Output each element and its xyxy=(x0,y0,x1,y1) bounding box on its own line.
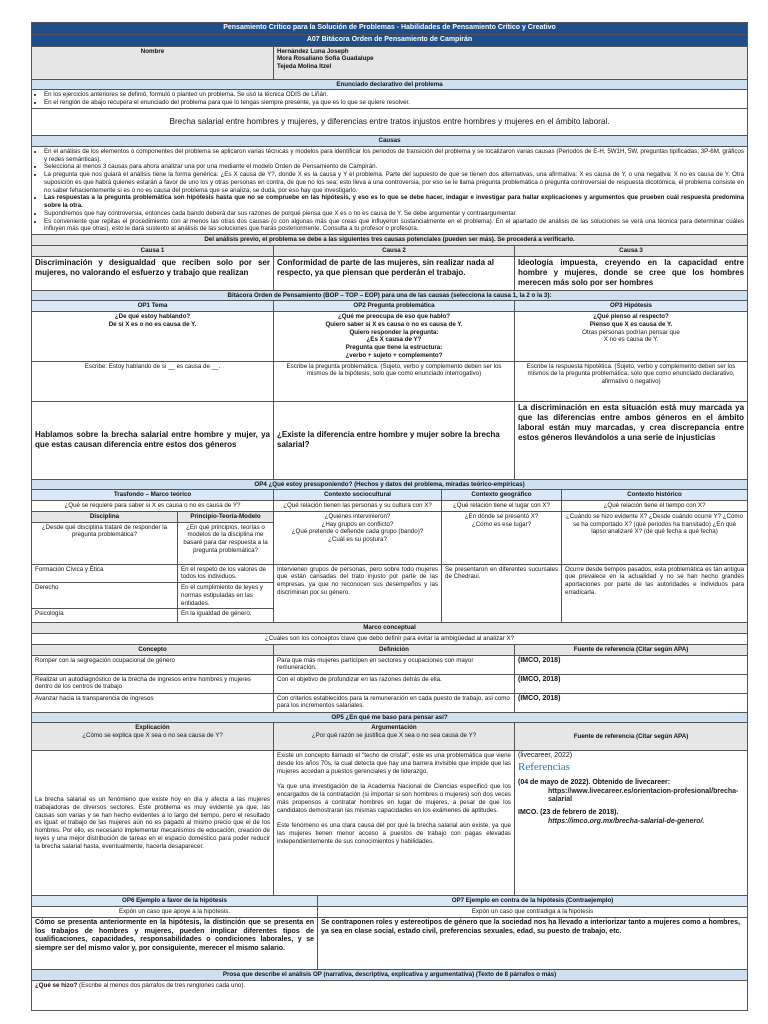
principio-3: En la igualdad de género. xyxy=(178,609,274,623)
op1-answer: Hablamos sobre la brecha salarial entre hombre y mujer, ya que estas causan diferencia entre estos dos géneros xyxy=(32,401,274,479)
marco-row-1-fuente: (IMCO, 2018) xyxy=(515,655,748,674)
ctx-sociocultural-q: ¿Qué relación tienen las personas y su cultura con X? xyxy=(274,501,442,512)
member-2: Mora Rosaliano Sofía Guadalupe xyxy=(277,55,374,63)
disciplina-1: Formación Cívica y Ética xyxy=(32,564,178,583)
enunciado-instructions xyxy=(32,90,748,109)
soc-q1: ¿Quiénes intervinieron? xyxy=(324,512,391,520)
op3-line-2: Pienso que X es causa de Y. xyxy=(589,320,673,328)
op7-text: Se contraponen roles y estereotipos de género que la sociedad nos ha llevado a interiorizar tanto a mujeres como a hombres, ya sea en clase social, estado civil, preferencias sexuales, edad, su puesto de trabajo, etc. xyxy=(318,917,748,969)
op5-explicacion-text: La brecha salarial es un fenómeno que existe hoy en día y afecta a las mujeres trabajadoras de diversos sectores. Este problema es muy evidente ya que, las causas son varias y se han hecho evidentes a lo largo del tiempo, pero el resultado es igual: el trabajo de las mujeres aún no es pagado al mismo precio que el de los hombres. Por ello, es necesario implementar mecanismos de educación, creación de leyes y una mejor distribución de tareas en el espacio doméstico para poder reducir la brecha salarial hasta, eventualmente, hacerla desaparecer. xyxy=(32,751,274,896)
causa-2-label: Causa 2 xyxy=(274,245,515,256)
op5-argumentacion-question: ¿Por qué razón se justifica que X sea o no sea causa de Y? xyxy=(311,732,477,739)
causas-bullet-2: • Selecciona al menos 3 causas para ahora analizar una por una mediante el modelo Orden de Pensamiento de Campirán. xyxy=(44,163,744,171)
op1-q1: ¿De qué estoy hablando? xyxy=(114,313,191,320)
name-members xyxy=(274,46,748,79)
op4-title: OP4 ¿Qué estoy presuponiendo? (Hechos y datos del problema, miradas teórico-empíricas) xyxy=(32,479,748,490)
op2-line-5: Pregunta que tiene la estructura: xyxy=(345,344,443,351)
marco-row-3-definicion: Con criterios establecidos para la remuneración en cada puesto de trabajo, así como para los incrementos salariales. xyxy=(274,693,515,712)
causas-bullet-6: • Es conveniente que repitas el procedimiento con al menos las otras dos causas (o con algunas más que creas que influyeron sustancialmente en el problema). En el apartado de análisis de las soluciones se verá una técnica para determinar cuáles influyen más que otras), esto le dará sustento al análisis de las soluciones que harás posteriormente. Consulta a tu profesor o profesora. xyxy=(44,218,744,234)
op2-line-6: ¿verbo + sujeto + complemento? xyxy=(345,351,443,359)
op2-title: OP2 Pregunta problemática xyxy=(274,301,515,312)
marco-col-fuente: Fuente de referencia (Citar según APA) xyxy=(515,644,748,655)
soc-answer: Intervienen grupos de personas, pero sobre todo mujeres que están cansadas del trato injusto por parte de las empresas, ya que no reconocen sus desempeños y las discriminan por su género. xyxy=(274,564,442,623)
ctx-sociocultural: Contexto sociocultural xyxy=(274,490,442,501)
causas-bullet-1: • En el análisis de los elementos o componentes del problema se aplicaron varias técnicas y modelos para identificar los periodos de transición del problema y se localizaron varias causas (Periodos de E-H, 5W1H, 5W, preguntas tipificadas, 3P-6M, gráficos y redes semánticas). xyxy=(44,148,744,164)
op1-instruction: Escribe: Estoy hablando de si __ es causa de __. xyxy=(32,361,274,401)
causas-bullet-3: • La pregunta que nos guiará el análisis tiene la forma genérica: ¿Es X causa de Y?, donde X es la causa y Y el problema. Parte del supuesto de que se tienen dos alternativas, una afirmativa: X es causa de Y, o una negativa: X no es causa de Y. Otra suposición es que habrá quienes estarán a favor de uno los y otras personas en contra, de que no los sea; esto lleva a una controversia, por eso se le llama pregunta problemática o pregunta controversial de respuesta dicotómica, el problema consiste en no saber fehacientemente si es o no es causa del problema que se analiza, se duda, por eso hay que investigarlo. xyxy=(44,171,744,194)
op2-line-3: Quiero responder la pregunta: xyxy=(349,328,439,336)
op7-subtitle: Expón un caso que contradiga a la hipótesis xyxy=(318,907,748,918)
principio-2: En el cumplimiento de leyes y normas estipuladas en las entidades. xyxy=(178,583,274,609)
causas-bullet-4: • Las respuestas a la pregunta problemática son hipótesis hasta que no se compruebe en las hipótesis, y eso es lo que se debe hacer, indagar e investigar para hallar explicaciones y argumentos que prueben cuál respuesta predomina sobre la otra. xyxy=(44,194,744,210)
marco-question: ¿Cuáles son los conceptos clave que debo definir para evitar la ambigüedad al analizar X? xyxy=(32,634,748,645)
op5-arg-paragraph-1: Existe un concepto llamado el "techo de cristal", este es una problemática que viene desde los años 70s, la cual detecta que hay una barrera invisible que impide que las mujeres accedan a puestos gerenciales y de liderazgo. xyxy=(277,752,511,775)
ctx-trasfondo-q: ¿Qué se requiere para saber si X es causa o no es causa de Y? xyxy=(32,501,274,512)
op5-explicacion-header xyxy=(32,723,274,751)
member-1: Hernández Luna Joseph xyxy=(277,47,349,55)
ctx-historico: Contexto histórico xyxy=(562,490,748,501)
document-page xyxy=(31,22,747,1011)
ctx-trasfondo: Trasfondo – Marco teórico xyxy=(32,490,274,501)
disciplina-2: Derecho xyxy=(32,583,178,609)
ctx-historico-q: ¿Qué relación tiene el tiempo con X? xyxy=(562,501,748,512)
causa-3-label: Causa 3 xyxy=(515,245,748,256)
ref-livecareer-entry: (04 de mayo de 2022). Obtenido de livecareer: xyxy=(518,778,671,786)
op2-line-2: Quiero saber si X es causa o no es causa de Y. xyxy=(325,320,463,328)
geo-answer: Se presentaron en diferentes sucursales de Chedraui. xyxy=(442,564,562,623)
enunciado-title: Enunciado declarativo del problema xyxy=(32,79,748,90)
op6-text: Cómo se presenta anteriormente en la hipótesis, la distinción que se presenta en los trabajos de hombres y mujeres, pueden implicar diferentes tipos de cualificaciones, capacidades, responsabilidades o condiciones laborales, y se siempre ser del mismo valor y, por consiguiente, merecer el mismo salario. xyxy=(32,917,318,969)
causa-3-text: Ideología impuesta, creyendo en la capacidad entre hombre y mujeres, donde se cree que los hombres merecen más solo por ser hombres xyxy=(515,256,748,290)
marco-row-2-concepto: Realizar un autodiagnóstico de la brecha de ingresos entre hombres y mujeres dentro de los centros de trabajo xyxy=(32,674,274,693)
op5-argumentacion-label: Argumentación xyxy=(371,724,417,732)
op1-title: OP1 Tema xyxy=(32,301,274,312)
op6-subtitle: Expón un caso que apoye a la hipótesis. xyxy=(32,907,318,918)
op2-instruction: Escribe la pregunta problemática. (Sujeto, verbo y complemento deben ser los mismos de la hipótesis, solo que como enunciado interrogativo) xyxy=(274,361,515,401)
op5-fuentes xyxy=(515,751,748,896)
op3-title: OP3 Hipótesis xyxy=(515,301,748,312)
referencias-heading: Referencias xyxy=(518,761,570,773)
causas-bullet-5: • Supondremos que hay controversia, entonces cada bando deberá dar sus razones de porqué piensa que X es o no es causa de Y. Se debe argumentar y contraargumentar. xyxy=(44,210,744,218)
op5-fuente-header: Fuente de referencia (Citar según APA) xyxy=(515,723,748,751)
op3-line-4: X no es causa de Y. xyxy=(603,336,659,344)
enunciado-bullet-2: • En el renglón de abajo recupera el enunciado del problema para que lo tengas siempre presente, ya que es lo que se quiere resolver. xyxy=(44,99,744,107)
marco-row-2-definicion: Con el objetivo de profundizar en las razones detrás de ella. xyxy=(274,674,515,693)
op3-answer: La discriminación en esta situación está muy marcada ya que las diferencias entre ambos géneros en el ámbito laboral están muy marcadas, y crea discrepancia entre estos géneros llevándolos a una serie de injusticias xyxy=(515,401,748,479)
op2-line-1: ¿Qué me preocupa de eso que hablo? xyxy=(337,313,451,320)
causas-instructions xyxy=(32,146,748,234)
op5-arg-paragraph-2: Ya que una investigación de la Academia Nacional de Ciencias especificó que los encargados de la contratación (si importar si son hombres o mujeres) son dos veces más propensos a contratar hombres en lugar de mujeres, a pesar de que los candidatos demostraran las mismas capacidades en los exámenes de aptitudes. xyxy=(277,783,511,814)
disciplina-question: ¿Desde qué disciplina trataré de responder la pregunta problemática? xyxy=(32,522,178,564)
disciplina-header: Disciplina xyxy=(32,511,178,522)
member-3: Tejeda Molina Itzel xyxy=(277,63,332,70)
op5-argumentacion-header xyxy=(274,723,515,751)
name-label: Nombre xyxy=(32,46,274,79)
marco-col-concepto: Concepto xyxy=(32,644,274,655)
op2-line-4: ¿Es X causa de Y? xyxy=(366,336,422,344)
op7-title: OP7 Ejemplo en contra de la hipótesis (Contraejemplo) xyxy=(318,896,748,907)
causas-previous: Del análisis previo, el problema se debe a las siguientes tres causas potenciales (pueden ser más). Se procederá a verificarlo. xyxy=(32,235,748,246)
bitacora-table xyxy=(31,22,748,1011)
op2-questions xyxy=(274,312,515,362)
ctx-geografico: Contexto geográfico xyxy=(442,490,562,501)
marco-col-definicion: Definición xyxy=(274,644,515,655)
geo-questions xyxy=(442,511,562,564)
op3-line-3: Otras personas podrían pensar que xyxy=(582,328,680,336)
geo-q1: ¿En dónde se presentó X? xyxy=(464,512,539,520)
op5-argumentacion-text xyxy=(274,751,515,896)
ref-livecareer-link[interactable]: https://www.livecareer.es/orientacion-profesional/brecha-salarial xyxy=(548,787,739,804)
his-answer: Ocurre desde tiempos pasados, esta problemática es tan antigua que prevalece en la actualidad y no se han hecho grandes aportaciones por parte de las autoridades e individuos para erradicarla. xyxy=(562,564,748,623)
op5-title: OP5 ¿En qué me baso para pensar así? xyxy=(32,712,748,723)
op5-arg-paragraph-3: Este fenómeno es una clara causa del por qué la brecha salarial aún existe, ya que las mujeres tienen menor acceso a puestos de trabajo con pagas elevadas independientemente de sus conocimientos y habilidades. xyxy=(277,822,511,845)
marco-row-3-concepto: Avanzar hacia la transparencia de ingresos xyxy=(32,693,274,712)
problem-statement: Brecha salarial entre hombres y mujeres, y diferencias entre tratos injustos entre hombres y mujeres en el ámbito laboral. xyxy=(32,108,748,135)
prosa-instruction: (Escribe al menos dos párrafos de tres renglones cada uno). xyxy=(79,981,246,989)
marco-row-1-concepto: Romper con la segregación ocupacional de género xyxy=(32,655,274,674)
header-title: Pensamiento Crítico para la Solución de Problemas - Habilidades de Pensamiento Crítico y Creativo xyxy=(32,23,748,35)
op1-questions xyxy=(32,312,274,362)
causas-title: Causas xyxy=(32,136,748,147)
prosa-question: ¿Qué se hizo? xyxy=(35,981,78,989)
op1-q2: De si X es o no es causa de Y. xyxy=(108,320,197,328)
ref-imco-link[interactable]: https://imco.org.mx/brecha-salarial-de-genero/. xyxy=(548,817,705,825)
geo-q2: ¿Cómo es ese lugar? xyxy=(471,520,532,528)
op6-title: OP6 Ejemplo a favor de la hipótesis xyxy=(32,896,318,907)
header-subtitle: A07 Bitácora Orden de Pensamiento de Campirán xyxy=(32,34,748,46)
principio-header: Principio-Teoría-Modelo xyxy=(178,511,274,522)
op3-line-1: ¿Qué pienso al respecto? xyxy=(593,313,669,320)
prosa-title: Prosa que describe el análisis OP (narrativa, descriptiva, explicativa y argumentativa) (Texto de 8 párrafos o más) xyxy=(32,969,748,980)
disciplina-3: Psicología xyxy=(32,609,178,623)
prosa-body xyxy=(32,980,748,1010)
op3-instruction: Escribe la respuesta hipotética. (Sujeto, verbo y complemento deben ser los mismos de la pregunta problemática, solo que como enunciado declarativo, afirmativo o negativo) xyxy=(515,361,748,401)
op5-explicacion-question: ¿Cómo se explica que X sea o no sea causa de Y? xyxy=(82,732,223,739)
op5-explicacion-label: Explicación xyxy=(135,724,170,732)
marco-row-3-fuente: (IMCO, 2018) xyxy=(515,693,748,712)
his-questions: ¿Cuándo se hizo evidente X? ¿Desde cuándo ocurre Y? ¿Cómo se ha comportado X? (qué periodos ha transitado) ¿En qué lapso analizaré X? (de qué fecha a qué fecha) xyxy=(562,511,748,564)
soc-q3: ¿Qué pretende o defiende cada grupo (bando)? xyxy=(291,528,424,536)
ref-livecareer-cite: (livecareer, 2022) xyxy=(518,752,573,760)
causa-1-label: Causa 1 xyxy=(32,245,274,256)
enunciado-bullet-1: • En los ejercicios anteriores se definió, formuló o planteó un problema. Se usó la técnica ODIS de Liñán. xyxy=(44,91,744,99)
ctx-geografico-q: ¿Qué relación tiene el lugar con X? xyxy=(442,501,562,512)
op2-answer: ¿Existe la diferencia entre hombre y mujer sobre la brecha salarial? xyxy=(274,401,515,479)
soc-q4: ¿Cuál es su postura? xyxy=(328,536,387,543)
soc-q2: ¿Hay grupos en conflicto? xyxy=(321,520,394,528)
soc-questions xyxy=(274,511,442,564)
marco-row-2-fuente: (IMCO, 2018) xyxy=(515,674,748,693)
marco-row-1-definicion: Para que más mujeres participen en sectores y ocupaciones con mayor remuneración. xyxy=(274,655,515,674)
principio-1: En el respeto de los valores de todos los individuos. xyxy=(178,564,274,583)
bop-title: Bitácora Orden de Pensamiento (BOP – TOP – EOP) para una de las causas (selecciona la causa 1, la 2 o la 3): xyxy=(32,290,748,301)
marco-title: Marco conceptual xyxy=(32,623,748,634)
causa-2-text: Conformidad de parte de las mujeres, sin realizar nada al respecto, ya que piensan que perderán el trabajo. xyxy=(274,256,515,290)
ref-imco-entry: IMCO. (23 de febrero de 2018). xyxy=(518,809,619,816)
principio-question: ¿En qué principios, teorías o modelos de la disciplina me basaré para dar respuesta a la pregunta problemática? xyxy=(178,522,274,564)
causa-1-text: Discriminación y desigualdad que reciben solo por ser mujeres, no valorando el esfuerzo y trabajo que realizan xyxy=(32,256,274,290)
op3-questions xyxy=(515,312,748,362)
